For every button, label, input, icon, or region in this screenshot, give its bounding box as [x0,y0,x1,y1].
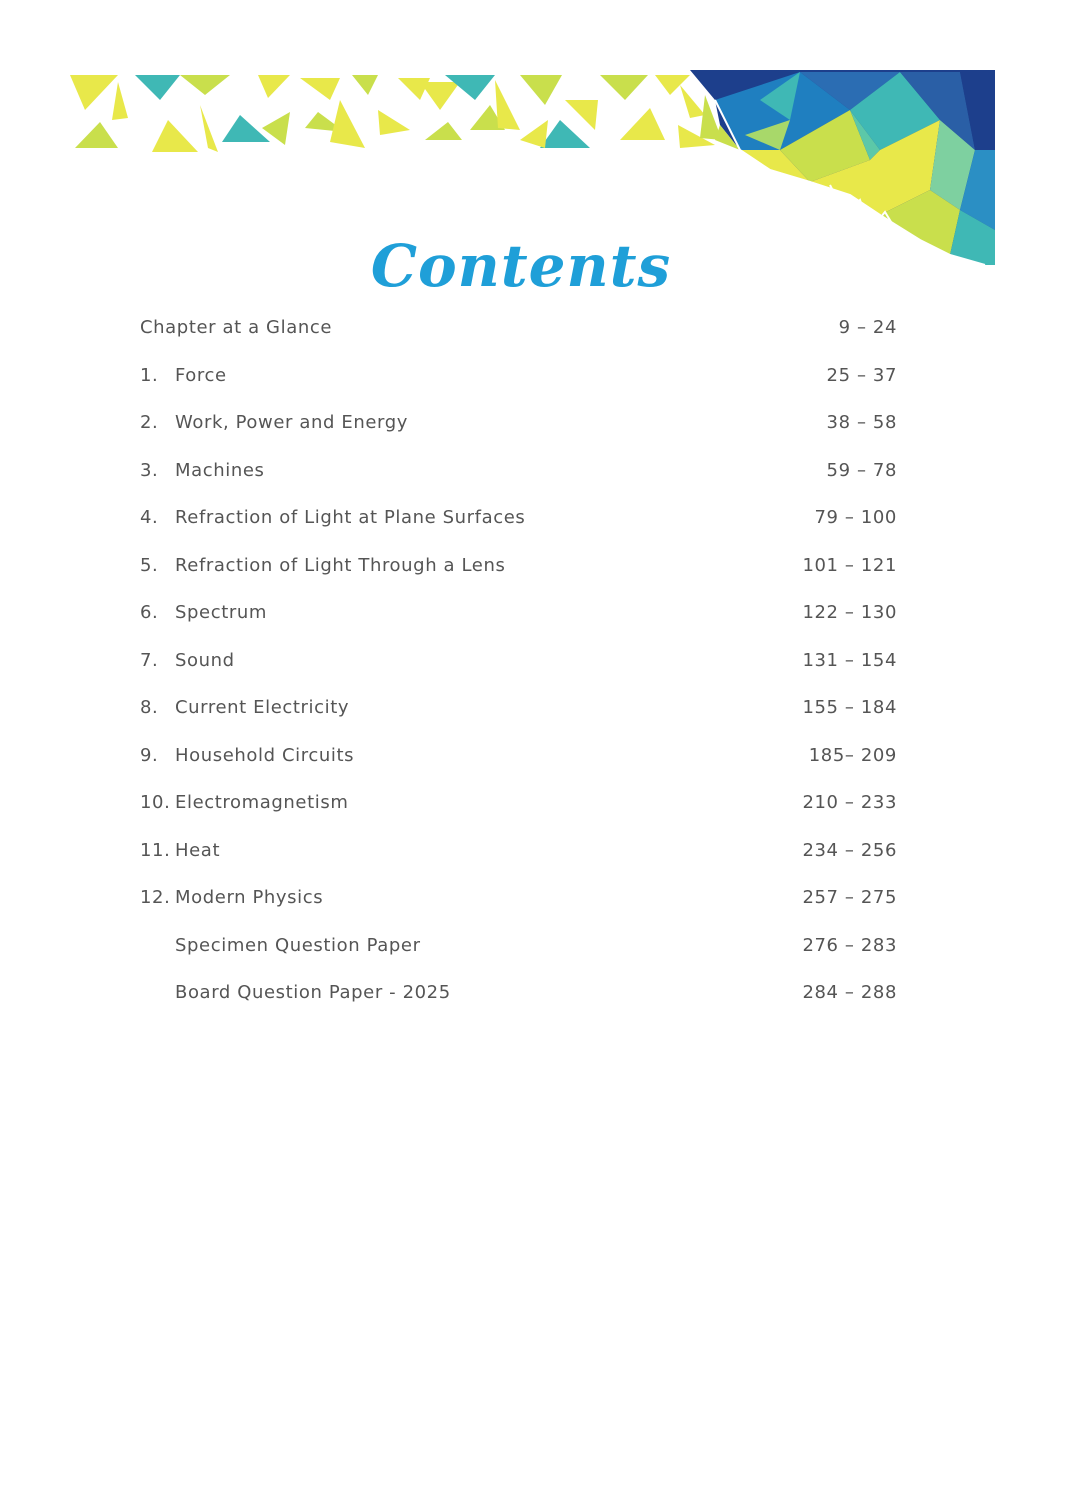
chapter-number: 5. [140,554,159,576]
chapter-title: Refraction of Light Through a Lens [175,554,506,576]
page-range: 185– 209 [808,744,897,766]
page-range: 155 – 184 [802,697,897,718]
chapter-title: Refraction of Light at Plane Surfaces [175,507,526,528]
toc-entry [140,732,897,780]
chapter-title: Sound [175,649,235,671]
page-range: 284 – 288 [802,982,897,1003]
chapter-title: Household Circuits [175,744,355,766]
chapter-number: 1. [140,364,159,386]
page-range: 234 – 256 [802,839,897,861]
chapter-number: 7. [140,649,159,671]
chapter-title: Electromagnetism [175,792,349,813]
page-title: Contents [370,232,672,300]
toc-entry [140,589,897,637]
chapter-number: 12. [140,887,171,908]
toc-entry [140,352,897,400]
chapter-number: 10. [140,792,171,813]
page-range: 101 – 121 [802,554,897,576]
page-range: 9 – 24 [838,317,897,338]
chapter-title: Modern Physics [175,887,324,908]
chapter-number: 9. [140,744,159,766]
page-range: 131 – 154 [802,649,897,671]
table-of-contents [140,304,897,1017]
chapter-title: Work, Power and Energy [175,412,408,433]
chapter-title: Heat [175,839,221,861]
chapter-title: Machines [175,459,265,481]
page-range: 210 – 233 [802,792,897,813]
chapter-title: Board Question Paper - 2025 [175,982,451,1003]
chapter-number: 11. [140,839,171,861]
toc-entry [140,542,897,590]
page-range: 122 – 130 [802,602,897,623]
toc-entry [140,922,897,970]
chapter-title: Spectrum [175,602,268,623]
chapter-title: Specimen Question Paper [175,934,421,956]
page-range: 59 – 78 [826,459,897,481]
page-range: 25 – 37 [826,364,897,386]
toc-entry [140,399,897,447]
toc-entry [140,779,897,827]
chapter-title: Chapter at a Glance [140,317,333,338]
toc-entry [140,874,897,922]
toc-entry [140,447,897,495]
toc-entry [140,827,897,875]
chapter-title: Current Electricity [175,697,350,718]
chapter-number: 2. [140,412,159,433]
page-range: 79 – 100 [814,507,897,528]
toc-entry [140,304,897,352]
chapter-title: Force [175,364,227,386]
toc-entry [140,969,897,1017]
page-range: 38 – 58 [826,412,897,433]
toc-entry [140,684,897,732]
toc-entry [140,637,897,685]
page-range: 276 – 283 [802,934,897,956]
chapter-number: 3. [140,459,159,481]
chapter-number: 8. [140,697,159,718]
chapter-number: 4. [140,507,159,528]
toc-entry [140,494,897,542]
page-range: 257 – 275 [802,887,897,908]
chapter-number: 6. [140,602,159,623]
